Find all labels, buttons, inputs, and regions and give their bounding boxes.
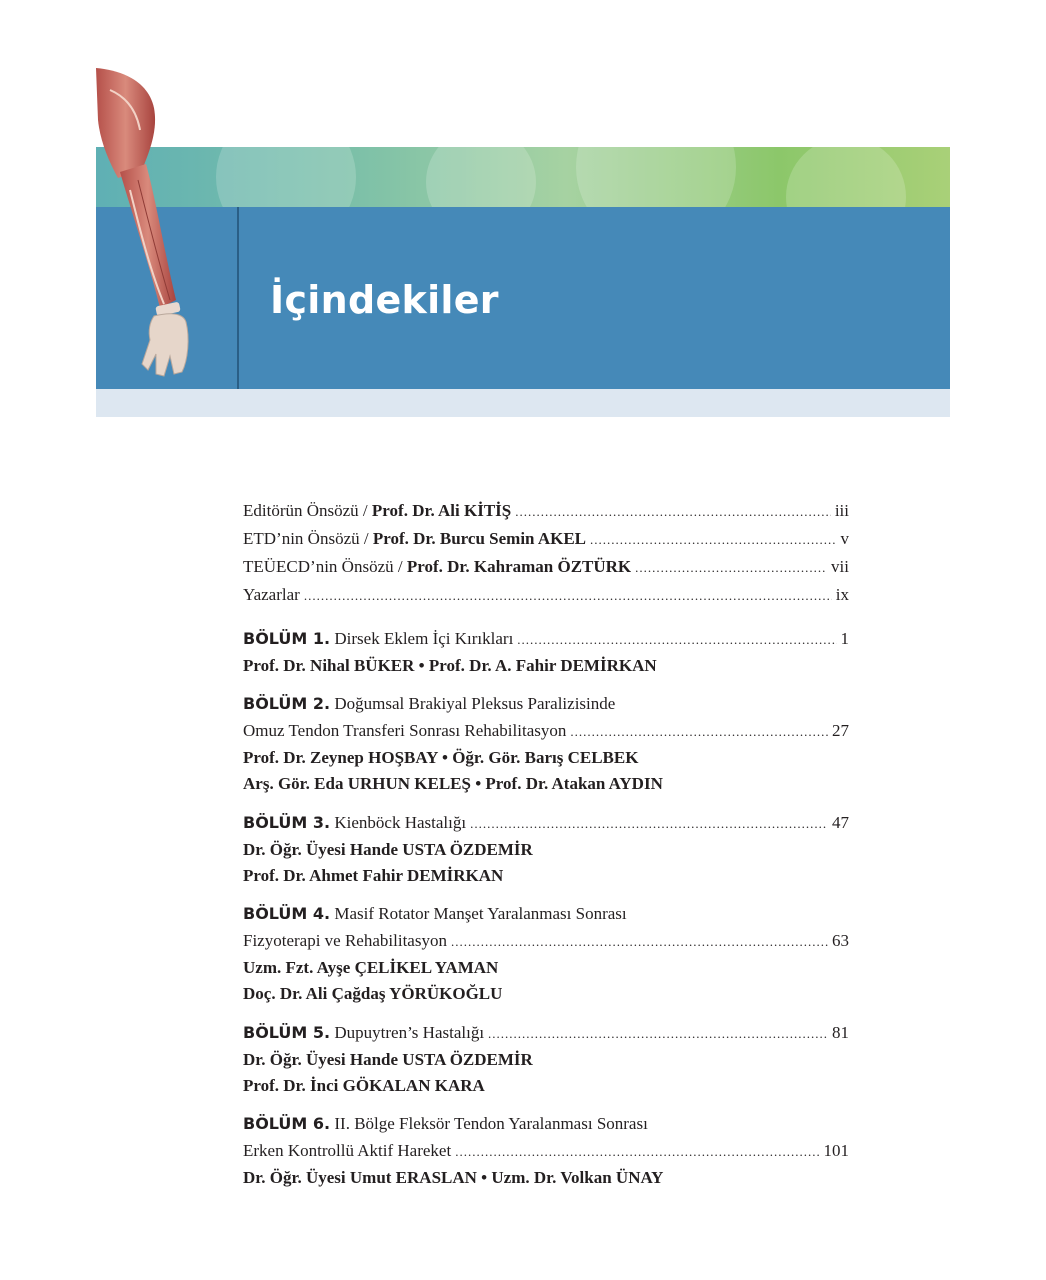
- chapter-authors: Prof. Dr. Ahmet Fahir DEMİRKAN: [243, 866, 504, 885]
- toc-page-number: vii: [831, 557, 849, 576]
- dot-leader: [451, 928, 828, 956]
- chapter-label: BÖLÜM 5.: [243, 1023, 331, 1042]
- toc-entry-authors[interactable]: [243, 581, 849, 609]
- chapter-authors: Dr. Öğr. Üyesi Hande USTA ÖZDEMİR: [243, 840, 533, 859]
- header-divider: [237, 207, 239, 389]
- chapter-authors: Arş. Gör. Eda URHUN KELEŞ • Prof. Dr. Atakan AYDIN: [243, 774, 663, 793]
- chapter-title-continued: Fizyoterapi ve Rehabilitasyon: [243, 931, 447, 950]
- toc-page-number: 101: [823, 1141, 849, 1160]
- dot-leader: [517, 626, 836, 654]
- toc-entry-author: Prof. Dr. Ali KİTİŞ: [371, 501, 512, 520]
- chapter-title-continued: Omuz Tendon Transferi Sonrası Rehabilitasyon: [243, 721, 567, 740]
- toc-page-number: 27: [832, 721, 849, 740]
- toc-chapter-title-row-2: [243, 717, 849, 745]
- toc-chapter-2[interactable]: [243, 691, 849, 797]
- chapter-title: Dirsek Eklem İçi Kırıkları: [334, 629, 514, 648]
- toc-page-number: 1: [840, 629, 849, 648]
- chapter-label: BÖLÜM 2.: [243, 694, 331, 713]
- header-bottom-strip: [96, 389, 950, 417]
- chapter-label: BÖLÜM 6.: [243, 1114, 331, 1133]
- toc-chapter-5[interactable]: [243, 1019, 849, 1099]
- chapter-label: BÖLÜM 4.: [243, 904, 331, 923]
- toc-chapter-title-row-2: [243, 1137, 849, 1165]
- toc-chapter-title-row: [243, 625, 849, 653]
- toc-chapter-1[interactable]: [243, 625, 849, 679]
- toc-entry-label: ETD’nin Önsözü /: [243, 529, 373, 548]
- toc-chapter-title-row: [243, 691, 849, 717]
- chapter-title: Dupuytren’s Hastalığı: [334, 1023, 485, 1042]
- dot-leader: [455, 1138, 819, 1166]
- toc-page-number: 47: [832, 813, 849, 832]
- table-of-contents: [243, 497, 849, 1191]
- toc-entry-label: Editörün Önsözü /: [243, 501, 372, 520]
- toc-chapter-6[interactable]: [243, 1111, 849, 1191]
- chapter-title: Masif Rotator Manşet Yaralanması Sonrası: [334, 904, 627, 923]
- toc-entry-label: Yazarlar: [243, 585, 300, 604]
- chapter-title-continued: Erken Kontrollü Aktif Hareket: [243, 1141, 452, 1160]
- toc-entry-author: Prof. Dr. Kahraman ÖZTÜRK: [406, 557, 632, 576]
- toc-page-number: 81: [832, 1023, 849, 1042]
- toc-chapter-title-row-2: [243, 927, 849, 955]
- dot-leader: [570, 718, 828, 746]
- header-title-band: [96, 207, 950, 389]
- dot-leader: [590, 526, 837, 554]
- toc-entry-etd-foreword[interactable]: [243, 525, 849, 553]
- toc-chapter-3[interactable]: [243, 809, 849, 889]
- toc-page-number: ix: [835, 585, 849, 604]
- toc-page-number: v: [840, 529, 849, 548]
- toc-chapter-4[interactable]: [243, 901, 849, 1007]
- dot-leader: [304, 582, 832, 610]
- chapter-authors: Prof. Dr. İnci GÖKALAN KARA: [243, 1076, 485, 1095]
- toc-page-number: 63: [832, 931, 849, 950]
- dot-leader: [488, 1020, 828, 1048]
- chapter-title: Kienböck Hastalığı: [334, 813, 467, 832]
- chapter-authors: Dr. Öğr. Üyesi Umut ERASLAN • Uzm. Dr. Volkan ÜNAY: [243, 1168, 664, 1187]
- chapter-authors: Dr. Öğr. Üyesi Hande USTA ÖZDEMİR: [243, 1050, 533, 1069]
- chapter-label: BÖLÜM 1.: [243, 629, 331, 648]
- arm-muscle-illustration-icon: [90, 60, 210, 390]
- toc-chapter-title-row: [243, 1019, 849, 1047]
- toc-entry-label: TEÜECD’nin Önsözü /: [243, 557, 407, 576]
- header-gradient-band: [96, 147, 950, 207]
- dot-leader: [635, 554, 827, 582]
- chapter-title: Doğumsal Brakiyal Pleksus Paralizisinde: [334, 694, 616, 713]
- toc-chapter-title-row: [243, 809, 849, 837]
- toc-entry-author: Prof. Dr. Burcu Semin AKEL: [372, 529, 586, 548]
- toc-chapter-title-row: [243, 1111, 849, 1137]
- chapter-title: II. Bölge Fleksör Tendon Yaralanması Sonrası: [334, 1114, 648, 1133]
- chapter-authors: Prof. Dr. Zeynep HOŞBAY • Öğr. Gör. Barış CELBEK: [243, 748, 639, 767]
- toc-entry-teuecd-foreword[interactable]: [243, 553, 849, 581]
- toc-chapter-title-row: [243, 901, 849, 927]
- page-title: İçindekiler: [270, 278, 499, 322]
- chapter-authors: Uzm. Fzt. Ayşe ÇELİKEL YAMAN: [243, 958, 499, 977]
- toc-page-number: iii: [834, 501, 849, 520]
- dot-leader: [470, 810, 828, 838]
- chapter-label: BÖLÜM 3.: [243, 813, 331, 832]
- chapter-authors: Doç. Dr. Ali Çağdaş YÖRÜKOĞLU: [243, 984, 503, 1003]
- dot-leader: [515, 498, 831, 526]
- chapter-authors: Prof. Dr. Nihal BÜKER • Prof. Dr. A. Fahir DEMİRKAN: [243, 656, 657, 675]
- toc-entry-editor-foreword[interactable]: [243, 497, 849, 525]
